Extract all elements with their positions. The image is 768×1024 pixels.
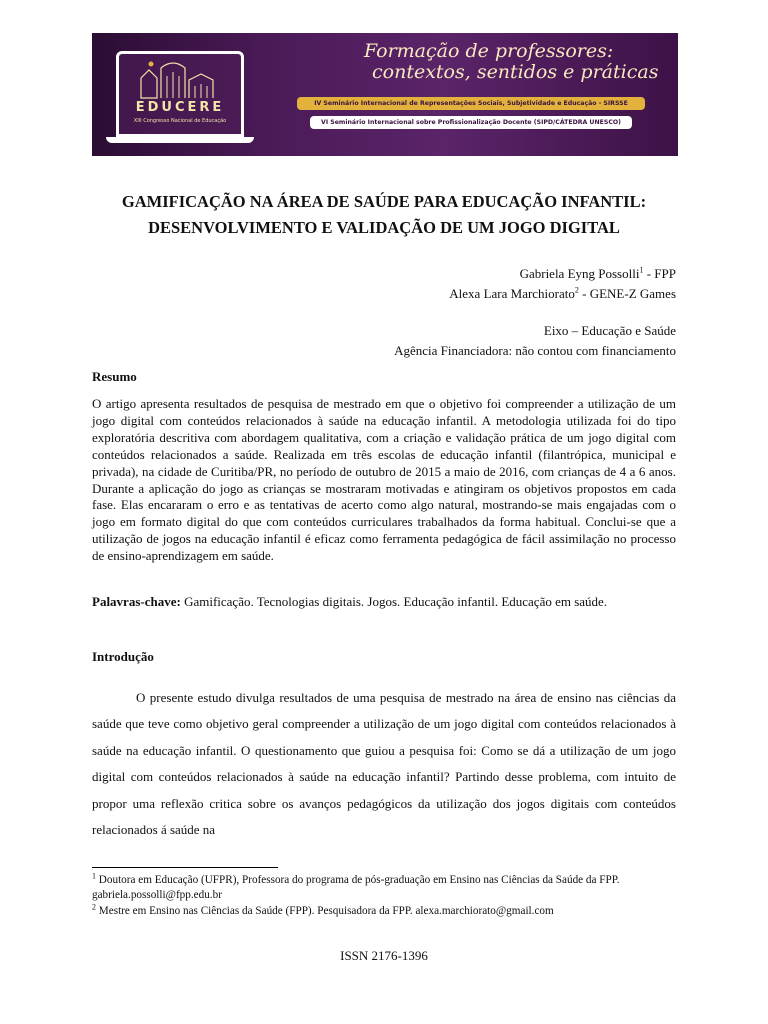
issn-footer: ISSN 2176-1396 [340,948,428,963]
footnote [92,904,680,919]
banner-title-line1: Formação de professores: [364,40,614,62]
banner-ribbon-sipd: VI Seminário Internacional sobre Profissionalização Docente (SIPD/CÁTEDRA UNESCO) [310,116,632,129]
footnote-ref: 2 [574,285,579,295]
footnote [92,873,680,902]
abstract-heading: Resumo [92,369,137,384]
thematic-axis: Eixo – Educação e Saúde [543,323,676,338]
banner-title-line2: contextos, sentidos e práticas [372,61,659,83]
introduction-text: O presente estudo divulga resultados de uma pesquisa de mestrado na área de ensino nas ciências da saúde que teve como objetivo geral compreender a utilização de um jogo digital com conteúdos relacionados à saúde na educação infantil. O questionamento que guiou a pesquisa foi: Como se dá a utilização de um jogo digital com conteúdos relacionados à saúde na educação infantil? Partindo desse problema, com intuito de propor uma reflexão critica sobre os avanços pedagógicos da utilização dos jogos digitais com conteúdos relacionados á saúde na [92,690,676,838]
laptop-base-graphic [106,137,254,143]
footnote-number: 2 [92,902,96,912]
building-logo-icon [139,60,221,100]
footnote-text: Mestre em Ensino nas Ciências da Saúde (FPP). Pesquisadora da FPP. alexa.marchiorato@gmail.com [96,905,554,917]
axis-block [394,321,676,361]
laptop-frame-graphic [116,51,244,137]
author-line [449,264,676,284]
footnote-text: Doutora em Educação (UFPR), Professora do programa de pós-graduação em Ensino nas Ciências da Saúde da FPP. gabriela.possolli@fpp.edu.br [92,874,620,901]
paper-title-line2: DESENVOLVIMENTO E VALIDAÇÃO DE UM JOGO DIGITAL [148,218,620,237]
footnote-divider [92,867,278,868]
author-name: Alexa Lara Marchiorato [449,286,575,301]
author-block [449,264,676,304]
abstract-text: O artigo apresenta resultados de pesquisa de mestrado em que o objetivo foi compreender a utilização de um jogo digital com conteúdos relacionados à saúde na educação infantil. A metodologia utilizada foi do tipo exploratória descritiva com abordagem qualitativa, com a criação e validação prática de um jogo digital com conteúdos relacionados a saúde. Realizada em três escolas de educação infantil (filantrópica, municipal e privada), na cidade de Curitiba/PR, no período de outubro de 2015 a maio de 2016, com crianças de 4 a 6 anos. Durante a aplicação do jogo as crianças se mostraram motivadas e atingiram os objetivos propostos em cada fase. Elas encararam o erro e as tentativas de acerto como algo natural, mostrando-se mais engajadas com o jogo em formato digital do que com conteúdos curriculares trabalhados da forma habitual. Conclui-se que a utilização de jogos na educação infantil é eficaz como ferramenta pedagógica de fácil assimilação no processo de ensino-aprendizagem em saúde. [92,396,676,564]
author-line [449,284,676,304]
author-name: Gabriela Eyng Possolli [519,266,640,281]
event-banner [92,33,678,156]
footnotes [92,873,680,921]
author-affiliation: - GENE-Z Games [578,286,676,301]
keywords [92,594,676,611]
keywords-list: Gamificação. Tecnologias digitais. Jogos. Educação infantil. Educação em saúde. [180,594,608,609]
keywords-label: Palavras-chave: [92,594,181,609]
banner-ribbon-sirsse: IV Seminário Internacional de Representações Sociais, Subjetividade e Educação - SIRSSE [297,97,645,110]
funding-agency: Agência Financiadora: não contou com financiamento [394,343,676,358]
logo-subtitle: XIII Congresso Nacional de Educação [133,118,227,124]
banner-title [364,41,664,83]
author-affiliation: - FPP [643,266,676,281]
paper-title [80,189,688,241]
paper-title-line1: GAMIFICAÇÃO NA ÁREA DE SAÚDE PARA EDUCAÇÃO INFANTIL: [121,192,647,211]
introduction-heading: Introdução [92,649,154,664]
footnote-ref: 1 [639,265,644,275]
logo-title: EDUCERE [135,100,225,115]
footnote-number: 1 [92,871,96,881]
